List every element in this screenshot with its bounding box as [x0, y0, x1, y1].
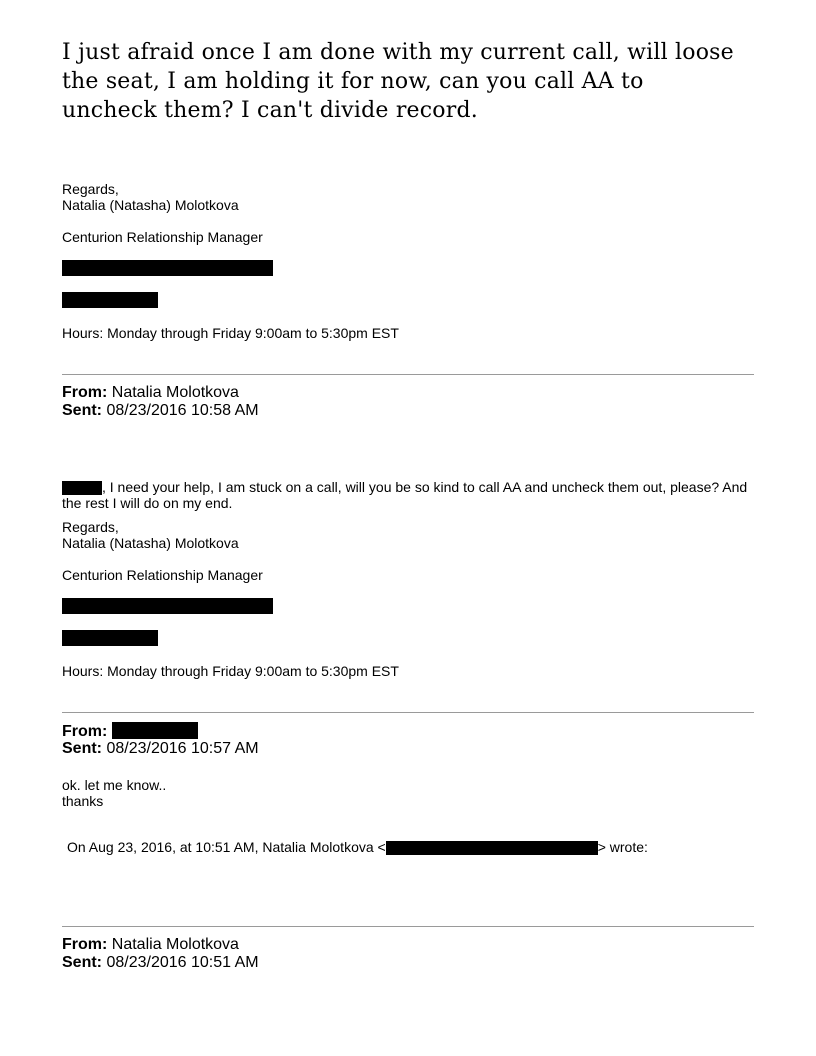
- signature-title: Centurion Relationship Manager: [62, 567, 263, 583]
- email-body: [62, 479, 762, 511]
- email-sent: [62, 402, 259, 420]
- body-line: ok. let me know..: [62, 777, 167, 793]
- redaction-bar: [62, 260, 273, 276]
- email-sent: [62, 954, 259, 972]
- divider: [62, 374, 754, 375]
- redaction-bar: [386, 841, 598, 855]
- signature-title: Centurion Relationship Manager: [62, 229, 263, 245]
- from-label: From:: [62, 723, 108, 740]
- sent-label: Sent:: [62, 740, 102, 757]
- body-line: [62, 479, 762, 495]
- sent-value: 08/23/2016 10:51 AM: [106, 954, 259, 971]
- from-label: From:: [62, 384, 108, 401]
- redaction-bar: [62, 630, 158, 646]
- email-from: [62, 384, 239, 402]
- from-value: Natalia Molotkova: [111, 936, 239, 953]
- redaction-bar: [62, 292, 158, 308]
- signature-name: Natalia (Natasha) Molotkova: [62, 535, 239, 551]
- email-from: [62, 722, 198, 741]
- message-line: I just afraid once I am done with my current call, will loose: [62, 40, 734, 65]
- message-line: the seat, I am holding it for now, can you call AA to: [62, 69, 644, 94]
- sent-value: 08/23/2016 10:58 AM: [106, 402, 259, 419]
- body-text: , I need your help, I am stuck on a call, will you be so kind to call AA and uncheck them out, please? And: [102, 479, 748, 495]
- sent-label: Sent:: [62, 954, 102, 971]
- signature-name: Natalia (Natasha) Molotkova: [62, 197, 239, 213]
- from-value: Natalia Molotkova: [111, 384, 239, 401]
- email-sent: [62, 740, 259, 758]
- signature-hours: Hours: Monday through Friday 9:00am to 5:30pm EST: [62, 325, 399, 341]
- signature-regards: Regards,: [62, 519, 119, 535]
- message-body: [62, 38, 782, 125]
- body-line: thanks: [62, 793, 104, 809]
- redaction-bar: [62, 598, 273, 614]
- sent-value: 08/23/2016 10:57 AM: [106, 740, 259, 757]
- from-label: From:: [62, 936, 108, 953]
- body-line: the rest I will do on my end.: [62, 495, 233, 511]
- message-line: uncheck them? I can't divide record.: [62, 98, 478, 123]
- redaction-bar: [112, 722, 198, 739]
- quote-suffix: > wrote:: [597, 839, 648, 855]
- signature-hours: Hours: Monday through Friday 9:00am to 5:30pm EST: [62, 663, 399, 679]
- sent-label: Sent:: [62, 402, 102, 419]
- quote-attribution: [67, 839, 648, 855]
- redaction-bar: [62, 481, 102, 495]
- divider: [62, 712, 754, 713]
- divider: [62, 926, 754, 927]
- quote-prefix: On Aug 23, 2016, at 10:51 AM, Natalia Molotkova <: [67, 839, 386, 855]
- signature-regards: Regards,: [62, 181, 119, 197]
- email-from: [62, 936, 239, 954]
